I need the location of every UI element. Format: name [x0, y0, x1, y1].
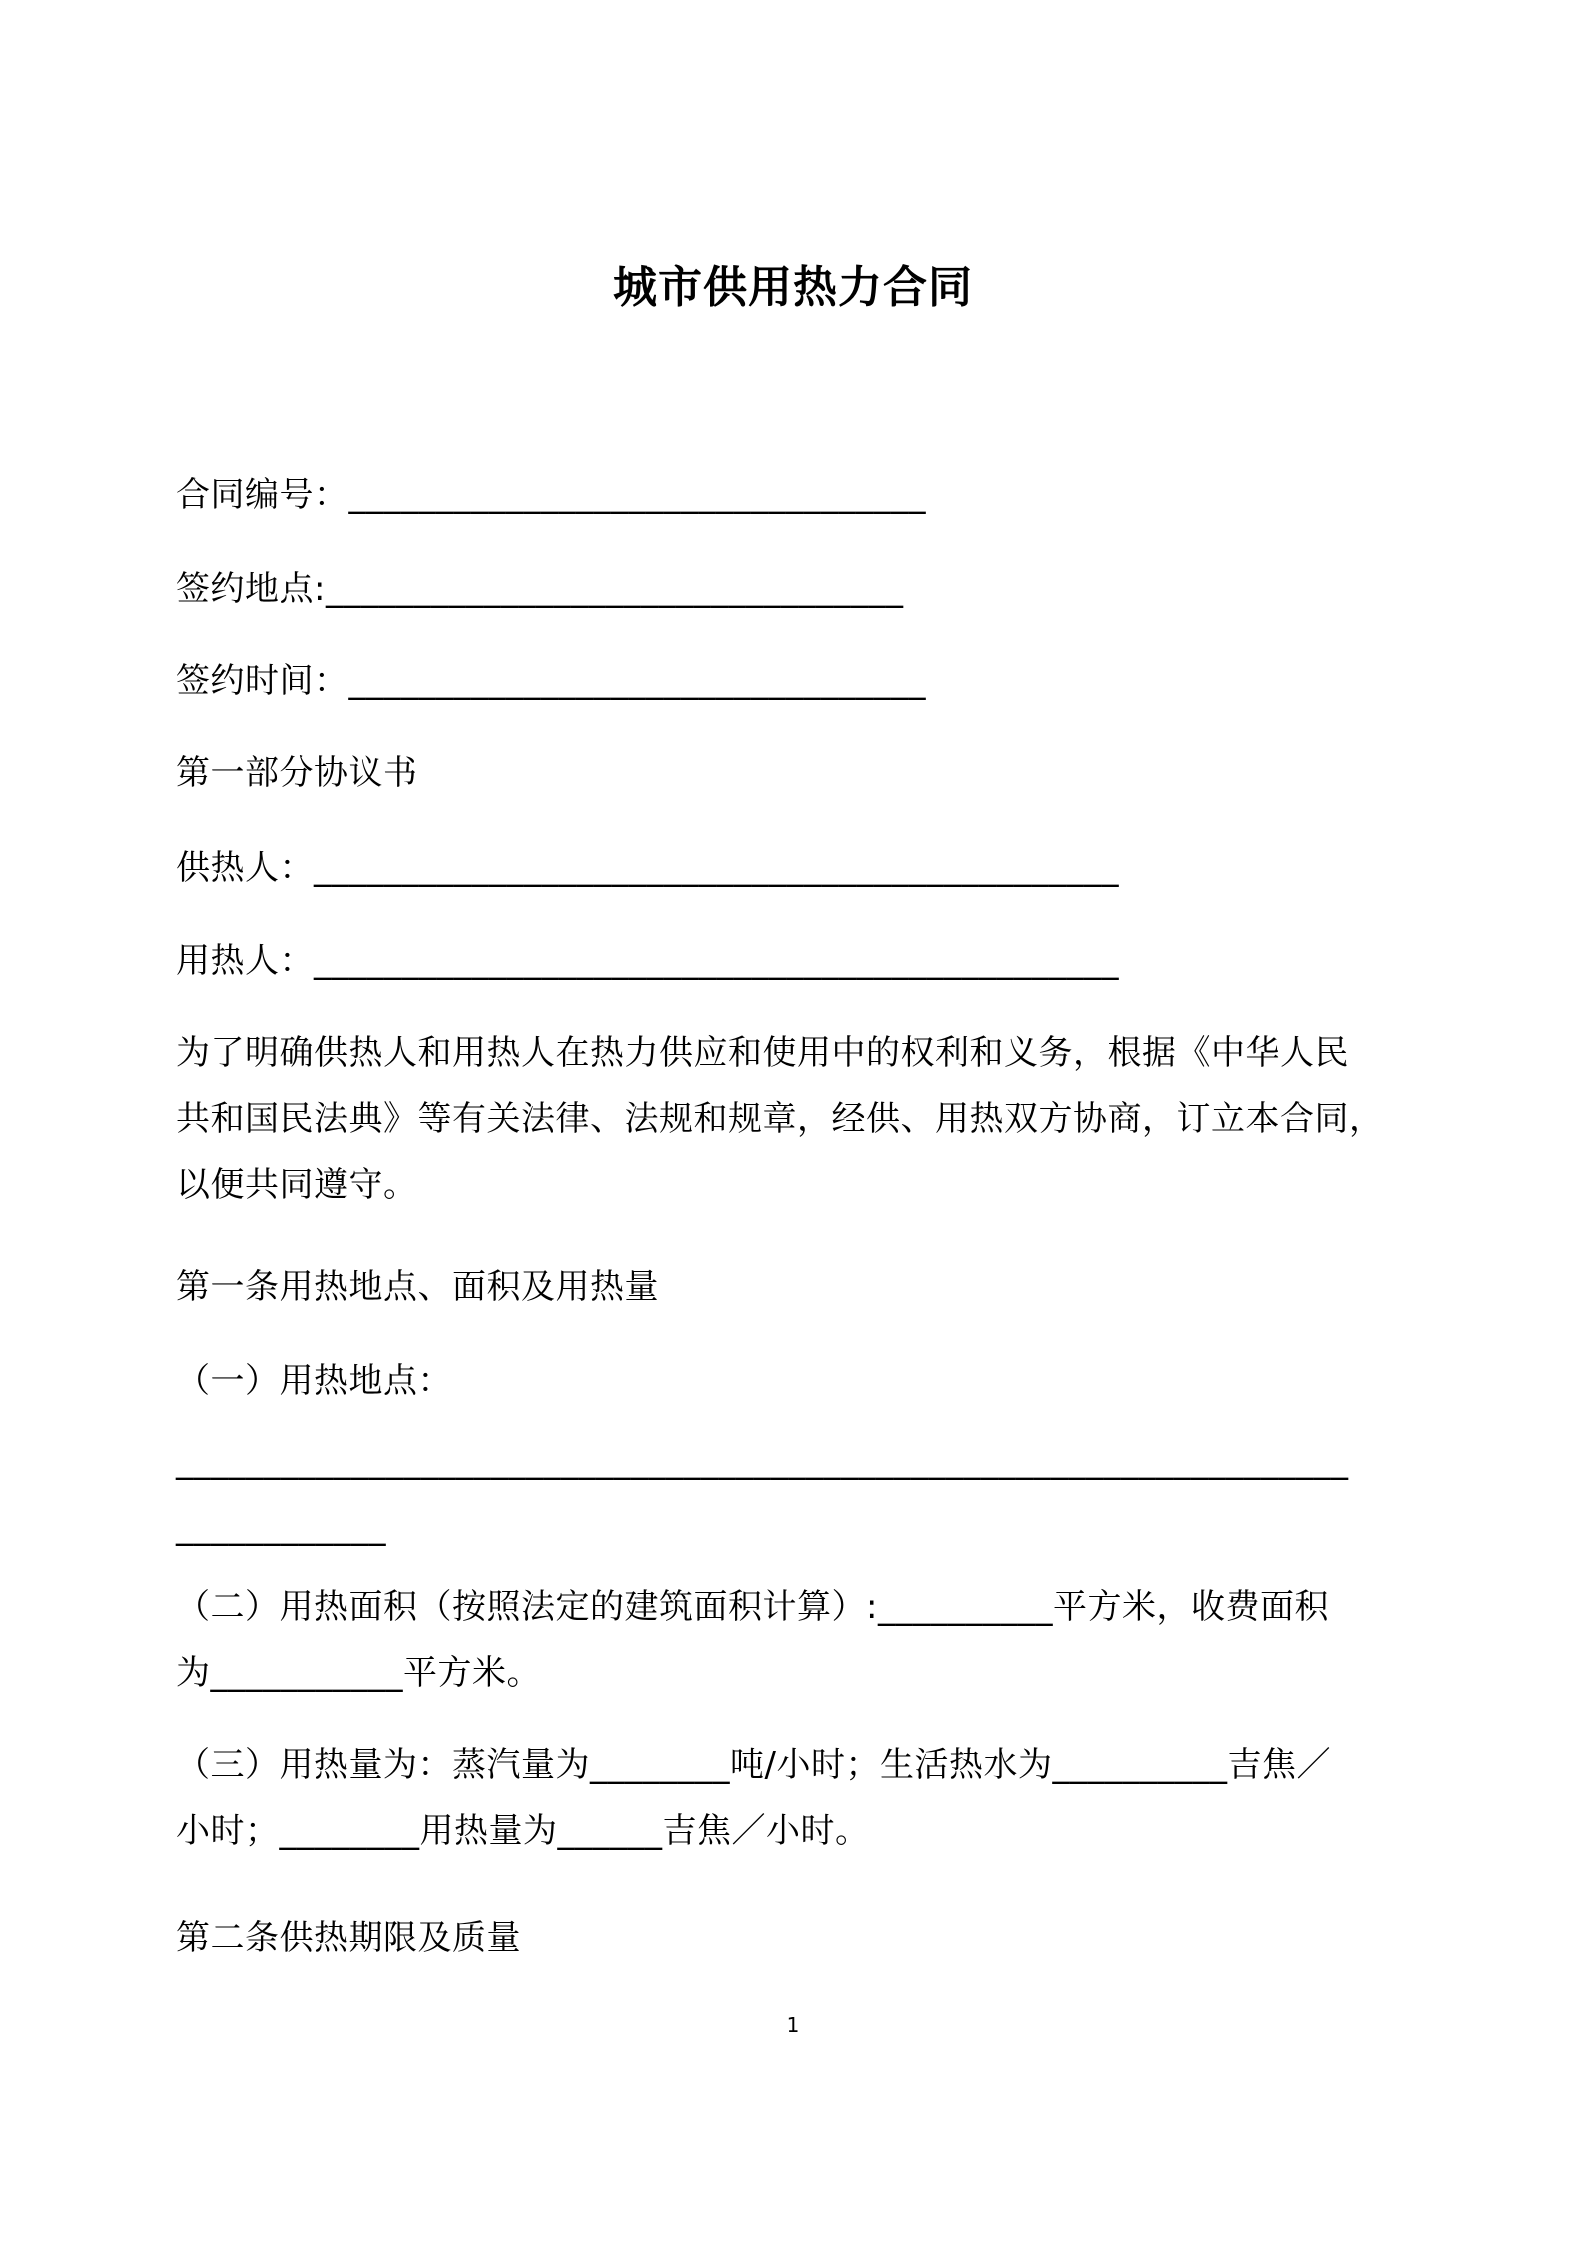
part-one-heading: 第一部分协议书: [176, 753, 418, 793]
heat-supplier-line: 供热人：______________________________________________: [176, 848, 1119, 888]
article-one-heading: 第一条用热地点、面积及用热量: [176, 1267, 659, 1307]
page-number: 1: [786, 2013, 800, 2037]
preamble-line: 为了明确供热人和用热人在热力供应和使用中的权利和义务，根据《中华人民: [176, 1033, 1349, 1073]
item-one-blank: [176, 1428, 1458, 1560]
item-two-paragraph: [176, 1574, 1458, 1706]
item-three-line: （三）用热量为：蒸汽量为________吨/小时；生活热水为__________吉焦／: [176, 1745, 1331, 1785]
item-two-line: 为___________平方米。: [176, 1653, 541, 1693]
blank-line: ___________________________________________________________________: [176, 1441, 1349, 1481]
heat-user-line: 用热人：______________________________________________: [176, 941, 1119, 981]
signing-place-line: 签约地点:_________________________________: [176, 569, 904, 609]
signing-time-line: 签约时间：_________________________________: [176, 661, 926, 701]
document-title: 城市供用热力合同: [613, 262, 973, 313]
item-one-label: （一）用热地点：: [176, 1361, 452, 1401]
preamble-line: 共和国民法典》等有关法律、法规和规章，经供、用热双方协商，订立本合同，: [176, 1099, 1384, 1139]
article-two-heading: 第二条供热期限及质量: [176, 1918, 521, 1958]
item-two-line: （二）用热面积（按照法定的建筑面积计算）:__________平方米，收费面积: [176, 1587, 1329, 1627]
item-three-paragraph: [176, 1732, 1458, 1864]
item-three-line: 小时；________用热量为______吉焦／小时。: [176, 1811, 870, 1851]
preamble-line: 以便共同遵守。: [176, 1165, 418, 1205]
blank-line: ____________: [176, 1507, 386, 1547]
preamble-paragraph: [176, 1020, 1458, 1218]
contract-number-line: 合同编号：_________________________________: [176, 475, 926, 515]
